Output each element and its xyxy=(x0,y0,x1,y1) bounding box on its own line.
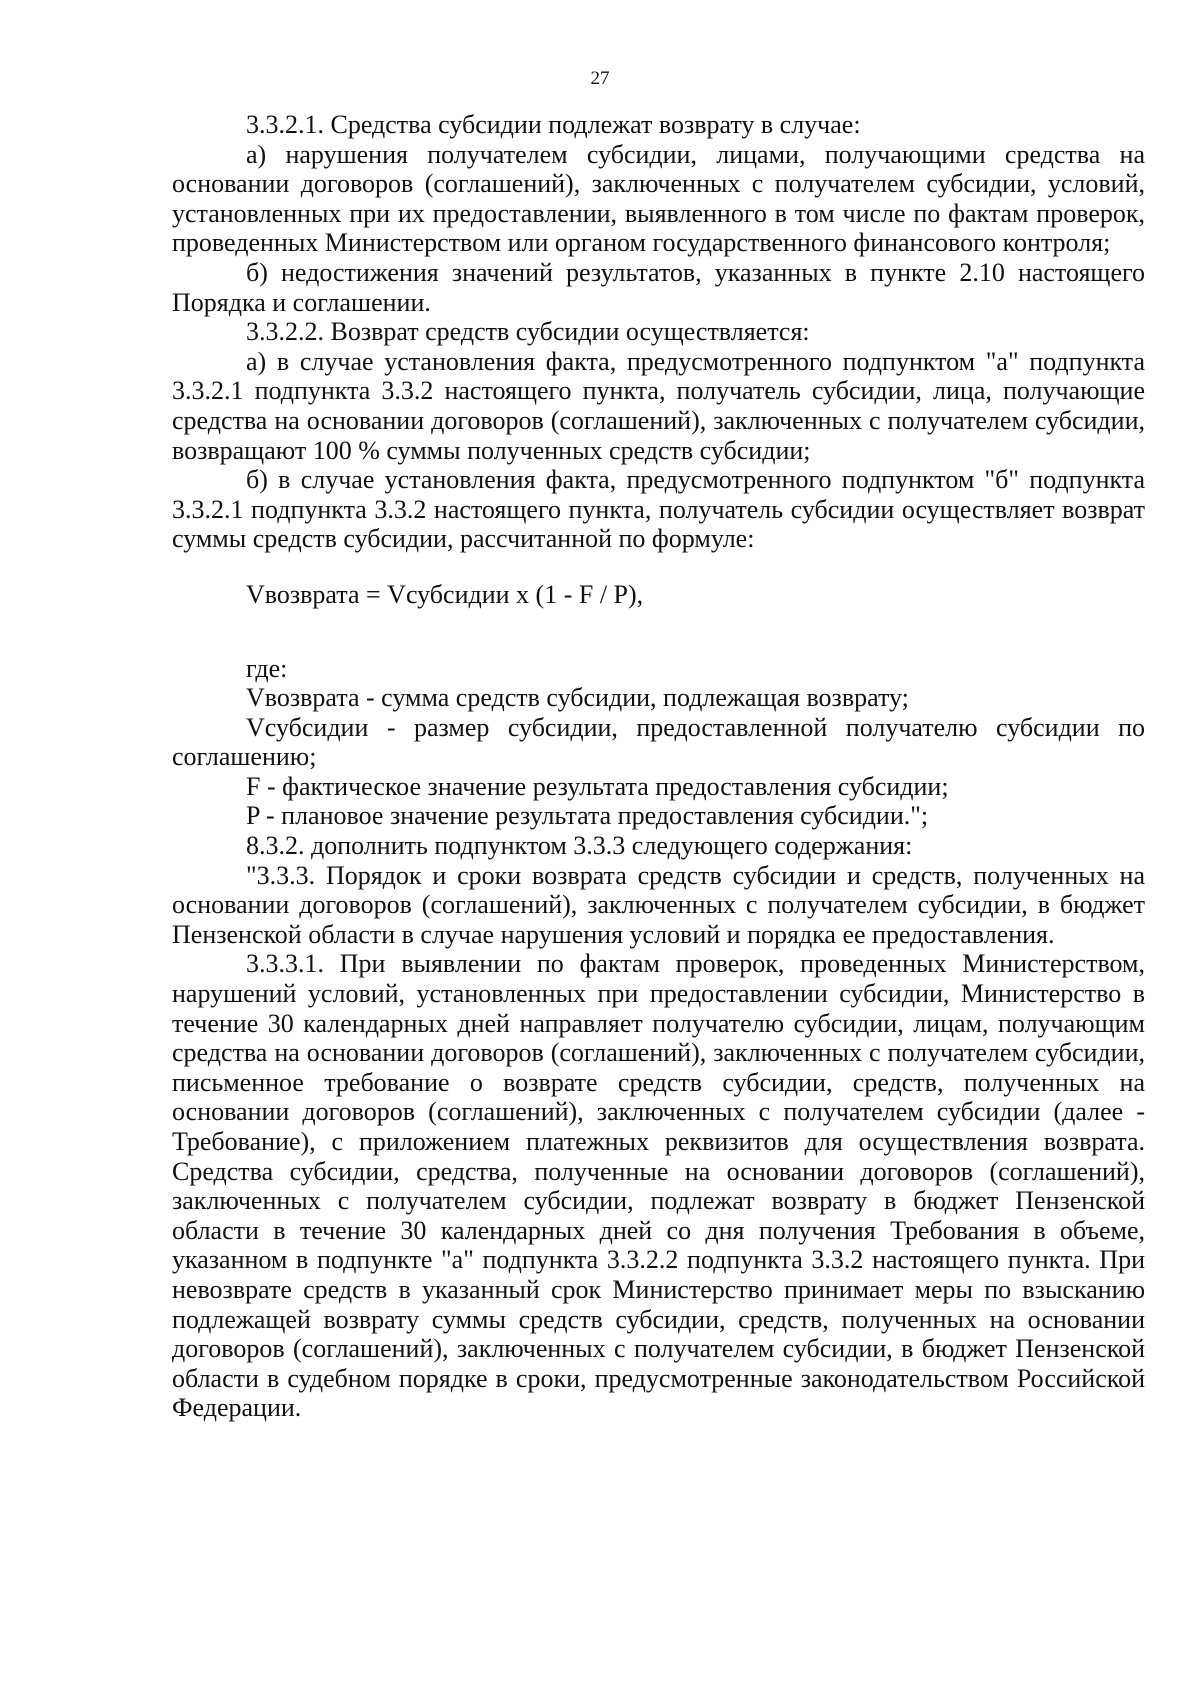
paragraph-3-3-3: "3.3.3. Порядок и сроки возврата средств субсидии и средств, полученных на основании договоров (соглашений), заключенных с получателем субсидии, в бюджет Пензенской области в случае нарушения условий и порядка ее предоставления. xyxy=(172,860,1145,949)
paragraph-3-3-3-1: 3.3.3.1. При выявлении по фактам проверок, проведенных Министерством, нарушений условий, установленных при предоставлении субсидии, Министерство в течение 30 календарных дней направляет получателю субсидии, лицам, получающим средства на основании договоров (соглашений), заключенных с получателем субсидии, письменное требование о возврате средств субсидии, средств, полученных на основании договоров (соглашений), заключенных с получателем субсидии (далее - Требование), с приложением платежных реквизитов для осуществления возврата. Средства субсидии, средства, полученные на основании договоров (соглашений), заключенных с получателем субсидии, подлежат возврату в бюджет Пензенской области в течение 30 календарных дней со дня получения Требования в объеме, указанном в подпункте "а" подпункта 3.3.2.2 подпункта 3.3.2 настоящего пункта. При невозврате средств в указанный срок Министерство принимает меры по взысканию подлежащей возврату суммы средств субсидии, средств, полученных на основании договоров (соглашений), заключенных с получателем субсидии, в бюджет Пензенской области в судебном порядке в сроки, предусмотренные законодательством Российской Федерации. xyxy=(172,949,1145,1423)
paragraph-3-3-2-1-b: б) недостижения значений результатов, указанных в пункте 2.10 настоящего Порядка и соглашении. xyxy=(172,257,1145,317)
formula: Vвозврата = Vсубсидии x (1 - F / P), xyxy=(246,579,644,609)
definition-v-vozvrata: Vвозврата - сумма средств субсидии, подлежащая возврату; xyxy=(246,683,909,713)
paragraph-3-3-2-1-a: а) нарушения получателем субсидии, лицами, получающими средства на основании договоров (соглашений), заключенных с получателем субсидии, условий, установленных при их предоставлении, выявленного в том числе по фактам проверок, проведенных Министерством или органом государственного финансового контроля; xyxy=(172,139,1145,258)
paragraph-8-3-2: 8.3.2. дополнить подпунктом 3.3.3 следующего содержания: xyxy=(246,831,913,861)
definition-p: P - плановое значение результата предоставления субсидии."; xyxy=(246,801,929,831)
definition-v-subsidii: Vсубсидии - размер субсидии, предоставленной получателю субсидии по соглашению; xyxy=(172,712,1145,772)
definition-where: где: xyxy=(246,653,288,683)
paragraph-3-3-2-1: 3.3.2.1. Средства субсидии подлежат возврату в случае: xyxy=(246,110,861,139)
document-body xyxy=(172,110,1145,1423)
paragraph-3-3-2-2-b: б) в случае установления факта, предусмотренного подпунктом "б" подпункта 3.3.2.1 подпункта 3.3.2 настоящего пункта, получатель субсидии осуществляет возврат суммы средств субсидии, рассчитанной по формуле: xyxy=(172,465,1145,554)
definition-f: F - фактическое значение результата предоставления субсидии; xyxy=(246,771,949,801)
paragraph-3-3-2-2-a: а) в случае установления факта, предусмотренного подпунктом "а" подпункта 3.3.2.1 подпункта 3.3.2 настоящего пункта, получатель субсидии, лица, получающие средства на основании договоров (соглашений), заключенных с получателем субсидии, возвращают 100 % суммы полученных средств субсидии; xyxy=(172,346,1145,465)
paragraph-3-3-2-2: 3.3.2.2. Возврат средств субсидии осуществляется: xyxy=(246,317,810,347)
page-number: 27 xyxy=(590,68,610,89)
